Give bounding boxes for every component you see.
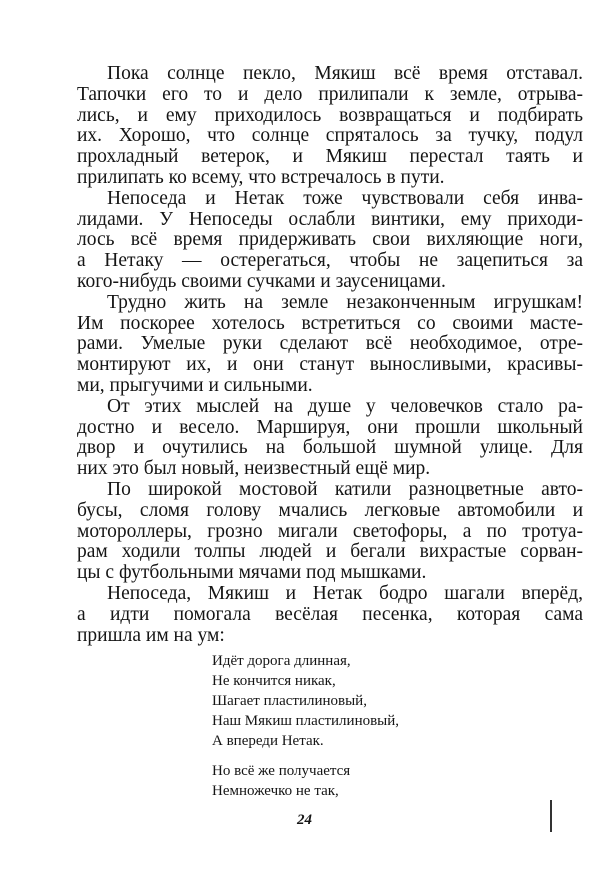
prose-line: цы с футбольными мячами под мышками. <box>77 562 427 584</box>
prose-line: мотороллеры, грозно мигали светофоры, а по тротуа- <box>77 520 583 542</box>
poem-line: Шагает пластилиновый, <box>212 693 367 709</box>
prose-line: рам ходили толпы людей и бегали вихрастые сорван- <box>77 541 583 563</box>
prose-line: бусы, сломя голову мчались легковые автомобили и <box>77 499 583 521</box>
prose-line: От этих мыслей на душе у человечков стало ра- <box>107 395 583 417</box>
prose-line: рами. Умелые руки сделают всё необходимое, отре- <box>77 333 583 355</box>
prose-line: ми, прыгучими и сильными. <box>77 374 313 396</box>
prose-line: лось всё время придерживать свои вихляющие ноги, <box>77 229 583 251</box>
poem-line: А впереди Нетак. <box>212 733 324 749</box>
prose-line: Непоседа, Мякиш и Нетак бодро шагали вперёд, <box>107 582 583 604</box>
poem-line: Не кончится никак, <box>212 673 336 689</box>
poem-line: Наш Мякиш пластилиновый, <box>212 713 400 729</box>
poem-line: Идёт дорога длинная, <box>212 653 351 669</box>
song-verse <box>212 651 399 801</box>
prose-line: достно и весело. Маршируя, они прошли школьный <box>77 416 583 438</box>
prose-line: монтируют их, и они станут выносливыми, красивы- <box>77 354 583 376</box>
prose-line: прохладный ветерок, и Мякиш перестал таять и <box>77 146 583 168</box>
prose-line: Им поскорее хотелось встретиться со своими масте- <box>77 312 583 334</box>
prose-line: Трудно жить на земле незаконченным игрушкам! <box>107 291 583 313</box>
prose-line: а Нетаку — остерегаться, чтобы не зацепиться за <box>77 250 583 272</box>
prose-line: двор и очутились на большой шумной улице. Для <box>77 437 583 459</box>
page-number: 24 <box>297 812 312 828</box>
prose-line: пришла им на ум: <box>77 624 225 646</box>
scan-margin-mark <box>550 800 552 832</box>
poem-stanza-2 <box>212 761 399 801</box>
stanza-gap <box>212 751 399 761</box>
prose-line: По широкой мостовой катили разноцветные авто- <box>107 478 583 500</box>
prose-line: Пока солнце пекло, Мякиш всё время отставал. <box>107 63 583 84</box>
prose-line: прилипать ко всему, что встречалось в пути. <box>77 166 445 188</box>
prose-line: Непоседа и Нетак тоже чувствовали себя инва- <box>107 187 583 209</box>
prose-line: них это был новый, неизвестный ещё мир. <box>77 458 431 480</box>
prose-line: кого-нибудь своими сучками и заусеницами. <box>77 270 446 292</box>
poem-line: Но всё же получается <box>212 763 351 779</box>
poem-line: Немножечко не так, <box>212 783 339 799</box>
prose-line: лись, и ему приходилось возвращаться и подбирать <box>77 104 583 126</box>
prose-line: лидами. У Непоседы ослабли винтики, ему приходи- <box>77 208 583 230</box>
prose-line: а идти помогала весёлая песенка, которая сама <box>77 603 583 625</box>
prose-body <box>77 64 583 646</box>
prose-line: их. Хорошо, что солнце спряталось за тучку, подул <box>77 125 583 147</box>
poem-stanza-1 <box>212 651 399 751</box>
prose-line: Тапочки его то и дело прилипали к земле, отрыва- <box>77 83 583 105</box>
